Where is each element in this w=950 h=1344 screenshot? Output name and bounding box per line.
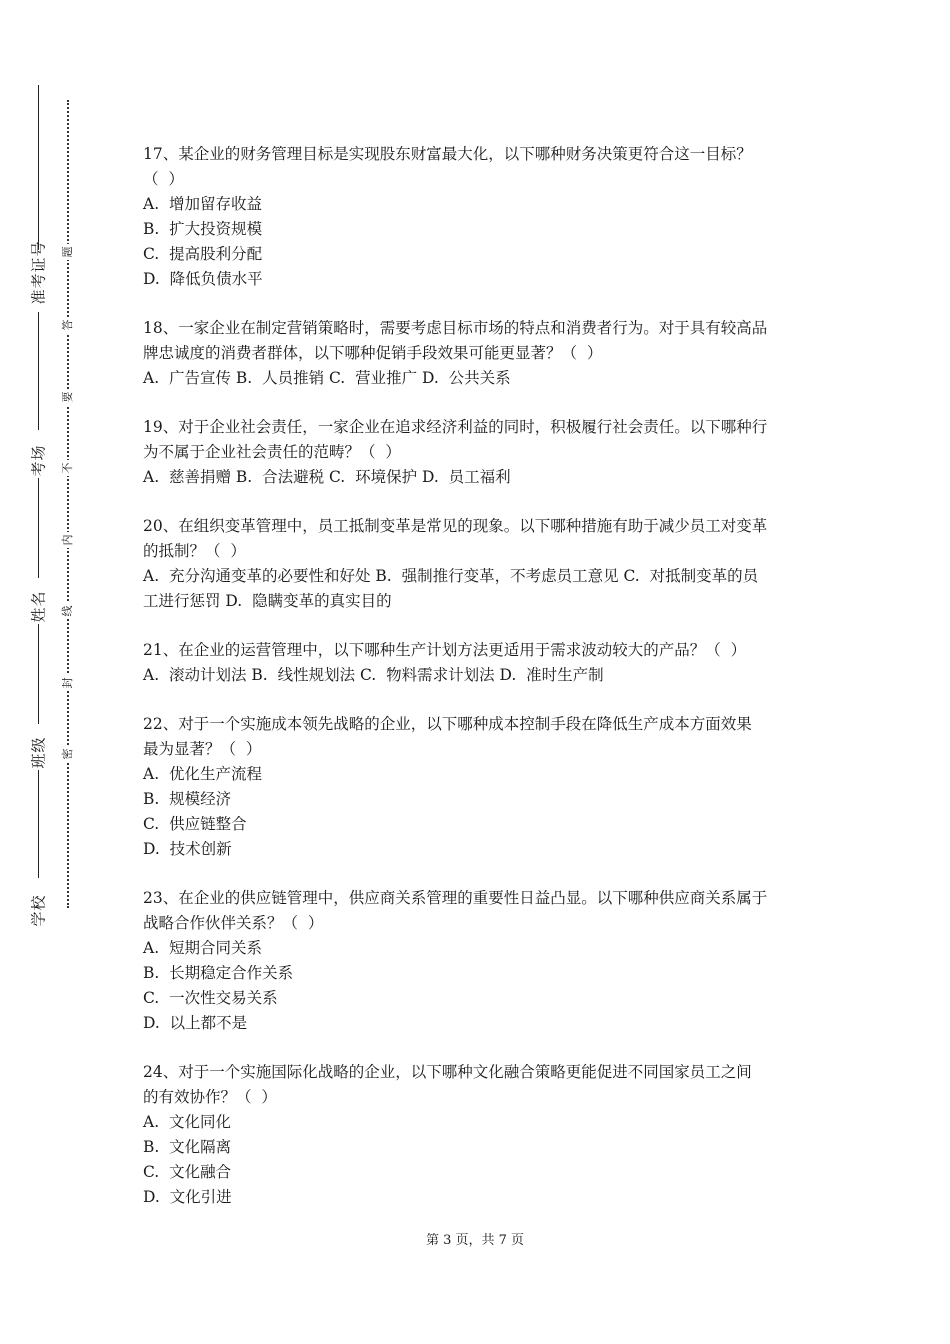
label-class: 班级 [29,736,48,769]
field-line-class [38,624,39,724]
question-stem: 的有效协作？（ ） [143,1088,277,1106]
label-exam-id: 准考证号 [29,240,48,305]
option: B. 长期稳定合作关系 [143,964,294,982]
question-stem: 20、在组织变革管理中，员工抵制变革是常见的现象。以下哪种措施有助于减少员工对变革 [143,517,768,535]
question-stem: 21、在企业的运营管理中，以下哪种生产计划方法更适用于需求波动较大的产品？（ ） [143,641,747,659]
question-22 [143,712,813,862]
option: C. 一次性交易关系 [143,989,278,1007]
option: C. 供应链整合 [143,815,247,833]
field-line-name [38,478,39,578]
option: A. 广告宣传 B. 人员推销 C. 营业推广 D. 公共关系 [143,369,511,387]
question-17 [143,142,813,292]
question-19 [143,415,813,490]
question-stem: 最为显著？（ ） [143,740,262,758]
seal-char: 要 [61,389,75,405]
option: D. 以上都不是 [143,1014,248,1032]
question-20 [143,514,813,614]
option: A. 增加留存收益 [143,195,262,213]
option: D. 技术创新 [143,840,232,858]
question-23 [143,886,813,1036]
seal-char: 密 [61,746,75,762]
question-stem: 17、某企业的财务管理目标是实现股东财富最大化，以下哪种财务决策更符合这一目标？ [143,145,752,163]
seal-char: 答 [61,317,75,333]
question-stem: 的抵制？（ ） [143,542,246,560]
question-list [143,142,813,1234]
option: B. 扩大投资规模 [143,220,263,238]
question-stem: 为不属于企业社会责任的范畴？（ ） [143,443,401,461]
seal-char: 线 [61,603,75,619]
question-stem: 23、在企业的供应链管理中，供应商关系管理的重要性日益凸显。以下哪种供应商关系属于 [143,889,768,907]
field-line-room [38,312,39,430]
seal-dotted-line [67,100,69,908]
label-school: 学校 [29,894,48,927]
question-stem: 18、一家企业在制定营销策略时，需要考虑目标市场的特点和消费者行为。对于具有较高品 [143,319,768,337]
page-footer: 第 3 页，共 7 页 [425,1233,525,1248]
question-stem: 牌忠诚度的消费者群体，以下哪种促销手段效果可能更显著？（ ） [143,344,603,362]
label-name: 姓名 [29,590,48,623]
seal-char: 题 [61,244,75,260]
label-room: 考场 [29,444,48,477]
field-line-exam-id [38,85,39,250]
option: D. 文化引进 [143,1188,232,1206]
option: A. 充分沟通变革的必要性和好处 B. 强制推行变革，不考虑员工意见 C. 对抵制变革的员 [143,567,759,585]
option: C. 提高股利分配 [143,245,263,263]
question-stem: 22、对于一个实施成本领先战略的企业，以下哪种成本控制手段在降低生产成本方面效果 [143,715,752,733]
option: 工进行惩罚 D. 隐瞒变革的真实目的 [143,592,392,610]
option: A. 短期合同关系 [143,939,262,957]
question-21 [143,638,813,688]
option: C. 文化融合 [143,1163,232,1181]
option: B. 文化隔离 [143,1138,232,1156]
question-stem: 19、对于企业社会责任，一家企业在追求经济利益的同时，积极履行社会责任。以下哪种行 [143,418,768,436]
question-24 [143,1060,813,1210]
question-stem: 战略合作伙伴关系？（ ） [143,914,324,932]
seal-char: 内 [61,532,75,548]
question-stem: 24、对于一个实施国际化战略的企业，以下哪种文化融合策略更能促进不同国家员工之间 [143,1063,752,1081]
option: A. 优化生产流程 [143,765,262,783]
option: D. 降低负债水平 [143,270,263,288]
option: B. 规模经济 [143,790,232,808]
field-line-school [38,770,39,878]
question-18 [143,316,813,391]
binding-margin [0,0,74,1344]
option: A. 慈善捐赠 B. 合法避税 C. 环境保护 D. 员工福利 [143,468,511,486]
question-stem: （ ） [143,170,184,188]
option: A. 文化同化 [143,1113,231,1131]
seal-char: 不 [61,460,75,476]
option: A. 滚动计划法 B. 线性规划法 C. 物料需求计划法 D. 准时生产制 [143,666,604,684]
seal-char: 封 [61,675,75,691]
